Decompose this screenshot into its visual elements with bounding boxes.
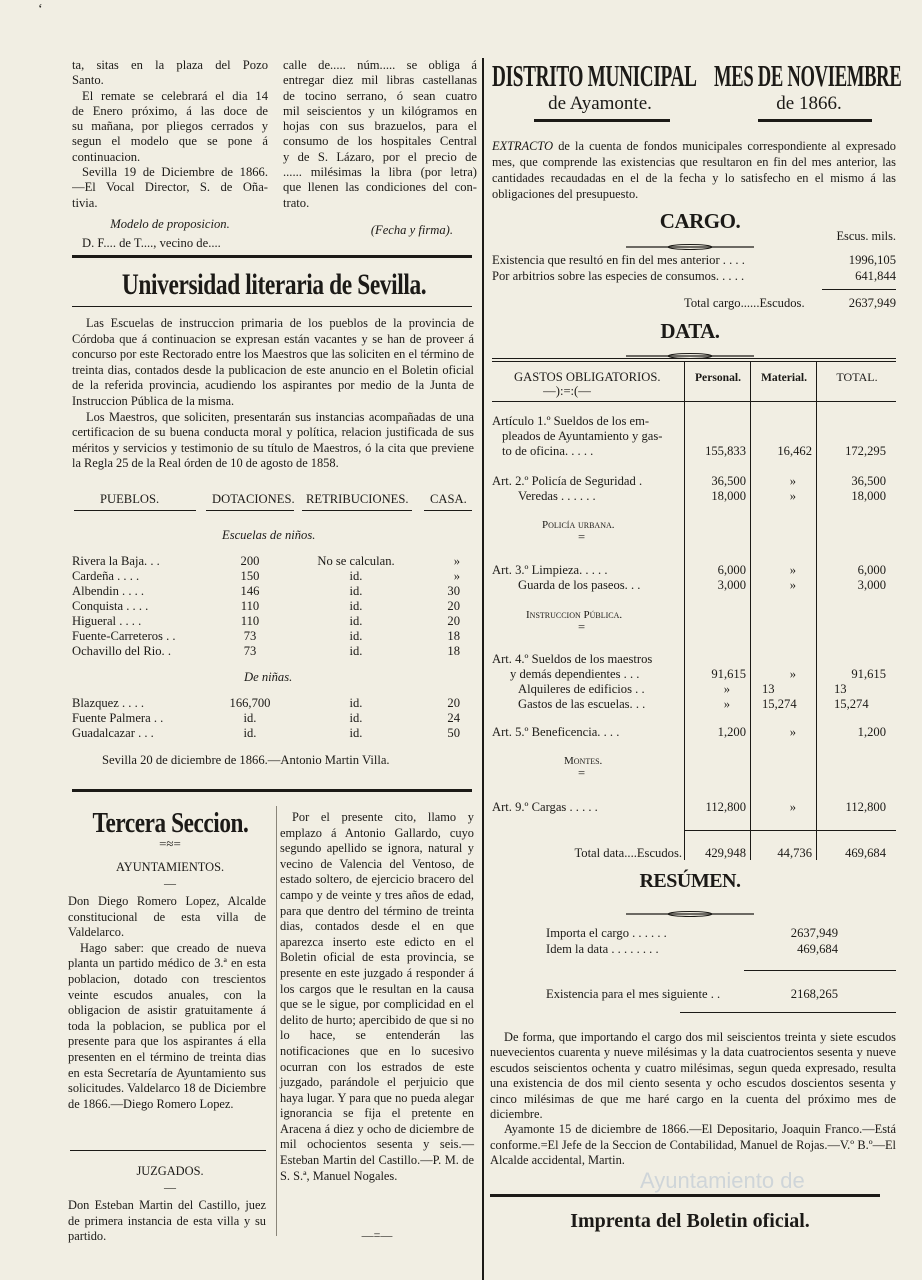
art9-label: Art. 9.º Cargas . . . . . bbox=[492, 800, 598, 814]
ninos-row-pueblo: Ochavillo del Rio. . bbox=[72, 644, 171, 658]
edicto-para: Por el presente cito, llamo y emplazo á Antonio Gallardo, cuyo segundo apellido se ignora, natural y vecino de Valencia del Ventoso, de estado soltero, de ejercicio bracero del campo y de veinte y tres años de edad, para que dentro del término de treinta dias, contados desde el en que aparezca inserto este edicto en el Boletin oficial de esta provincia, se presente en este juzgado á responder á los cargos que le resultan en la causa que se le sigue, por complicidad en el delito de hurto; apercibido de que si no lo hace, se entenderán las notificaciones que en lo sucesivo ocurran con los estrados de este juzgado, parándole el perjuicio que haya lugar. Y para que no pueda alegar ignorancia se fija el pretente en Aracena á diez y ocho de diciembre de mil ochocientos sesenta y seis.—Esteban Martin del Castillo.—P. M. de S. S.ª, Manuel Nogales. bbox=[280, 810, 474, 1183]
ayuntamientos-title: AYUNTAMIENTOS. bbox=[115, 860, 225, 874]
imprenta: Imprenta del Boletin oficial. bbox=[570, 1210, 810, 1232]
edicto-block bbox=[280, 810, 474, 1184]
text-line: de Enero próximo, á las doce de bbox=[72, 103, 268, 118]
col2-top-lines bbox=[283, 58, 477, 211]
art1-line: to de oficina. . . . . bbox=[502, 444, 594, 458]
text-line: de tocino serrano, ó sean cuatro bbox=[283, 88, 477, 103]
ninas-row-dotacion: id. bbox=[243, 726, 257, 740]
header-total: TOTAL. bbox=[836, 370, 878, 384]
header-rule bbox=[492, 401, 896, 402]
ninos-row-dotacion: 110 bbox=[240, 614, 260, 628]
value-personal: 6,000 bbox=[717, 563, 746, 577]
text-line: ta, sitas en la plaza del Pozo bbox=[72, 58, 268, 72]
ninos-row-casa: 18 bbox=[447, 644, 460, 658]
model-title: Modelo de proposicion. bbox=[110, 216, 230, 231]
ninos-row-dotacion: 200 bbox=[240, 554, 260, 568]
valdelarco-para: Hago saber: que creado de nueva planta un partido médico de 3.ª en esta poblacion, dotado con trescientos veinte escudos anuales, con la obligacion de asistir gratuitamente á toda la poblacion, se publica por el presente para que los aspirantes á ella presenten en el término de treinta dias en esta Secretaría de Ayuntamiento sus solicitudes. Valdelarco 18 de Diciembre de 1866.—Diego Romero Lopez. bbox=[68, 940, 266, 1111]
value-material: » bbox=[789, 563, 796, 577]
ninos-row-casa: 18 bbox=[447, 629, 460, 643]
header-personal: Personal. bbox=[694, 371, 742, 384]
ninas-row-retribucion: id. bbox=[349, 696, 363, 710]
value-total: 18,000 bbox=[851, 489, 886, 503]
cargo-title: CARGO. bbox=[659, 209, 741, 233]
section-rule bbox=[72, 255, 472, 258]
col-header-casa: CASA. bbox=[430, 492, 467, 506]
cargo-row-label: Existencia que resultó en fin del mes anterior . . . . bbox=[492, 253, 745, 267]
ninas-row-dotacion: 166,700 bbox=[229, 696, 271, 710]
ninos-row-dotacion: 150 bbox=[240, 569, 260, 583]
ninas-row-pueblo: Blazquez . . . . bbox=[72, 696, 145, 710]
table-vrule bbox=[684, 362, 685, 860]
sum-rule bbox=[744, 970, 896, 971]
universidad-para2: Los Maestros, que soliciten, presentarán sus instancias acompañadas de una certificacion de su buena conducta moral y política, relacion justificada de sus méritos y servicios y testimonio de su título de Maestros, ó la cita que previene la Regla 25 de la Real órden de 10 de agosto de 1858. bbox=[72, 409, 474, 471]
extracto-para bbox=[492, 138, 896, 202]
value-personal: 18,000 bbox=[711, 489, 746, 503]
ninos-row-retribucion: id. bbox=[349, 614, 363, 628]
art4-line: Art. 4.º Sueldos de los maestros bbox=[492, 652, 653, 666]
watermark-text: Ayuntamiento de bbox=[640, 1168, 805, 1193]
value-total: 172,295 bbox=[845, 444, 886, 458]
table-top-rule bbox=[492, 361, 896, 362]
text-line: calle de..... núm..... se obliga á bbox=[283, 58, 477, 72]
col-header-retribuciones: RETRIBUCIONES. bbox=[306, 492, 409, 506]
col-header-pueblos: PUEBLOS. bbox=[100, 492, 160, 506]
text-line: segun el modelo que se pone á bbox=[72, 134, 268, 149]
total-rule bbox=[750, 830, 816, 831]
value-personal: 155,833 bbox=[705, 444, 746, 458]
extracto-label: EXTRACTO bbox=[492, 139, 554, 153]
sum-rule bbox=[822, 289, 896, 290]
art4-row-label: Gastos de las escuelas. . . bbox=[518, 697, 646, 711]
ninos-row-pueblo: Higueral . . . . bbox=[72, 614, 142, 628]
ninos-row-dotacion: 146 bbox=[240, 584, 260, 598]
total-cargo-value: 2637,949 bbox=[848, 296, 896, 310]
cargo-ornament bbox=[626, 237, 754, 243]
ninos-row-retribucion: id. bbox=[349, 644, 363, 658]
value-personal: 91,615 bbox=[711, 667, 746, 681]
text-line: consumo de los hospitales Central bbox=[283, 134, 477, 149]
ninas-title: De niñas. bbox=[244, 670, 293, 684]
value-material: 15,274 bbox=[762, 697, 797, 711]
total-cargo-label: Total cargo......Escudos. bbox=[684, 296, 805, 310]
table-vrule bbox=[816, 362, 817, 860]
signature-note: (Fecha y firma). bbox=[370, 222, 453, 237]
ninos-row-pueblo: Conquista . . . . bbox=[72, 599, 149, 613]
tercera-title: Tercera Seccion. bbox=[92, 807, 248, 839]
header-underline bbox=[302, 510, 412, 511]
art4-row-label: Alquileres de edificios . . bbox=[518, 682, 645, 696]
art2-row-label: Veredas . . . . . . bbox=[518, 489, 596, 503]
text-line: tivia. bbox=[72, 195, 98, 210]
header-underline bbox=[206, 510, 294, 511]
ninos-row-pueblo: Cardeña . . . . bbox=[72, 569, 140, 583]
title-rule bbox=[534, 119, 670, 122]
ninas-row-retribucion: id. bbox=[349, 726, 363, 740]
distrito-sub-right: de 1866. bbox=[776, 93, 842, 114]
value-total: 1,200 bbox=[857, 725, 886, 739]
sum-rule bbox=[680, 1012, 896, 1013]
total-data-total: 469,684 bbox=[845, 846, 886, 860]
art2-row-label: Art. 2.º Policía de Seguridad . bbox=[492, 474, 643, 488]
text-line: continuacion. bbox=[72, 149, 141, 164]
ninas-row-dotacion: id. bbox=[243, 711, 257, 725]
instruccion-dash: = bbox=[578, 620, 586, 634]
ninos-row-pueblo: Fuente-Carreteros . . bbox=[72, 629, 176, 643]
text-line: que llenen las condiciones del con- bbox=[283, 180, 477, 195]
text-line: trato. bbox=[283, 195, 310, 210]
table-vrule bbox=[750, 362, 751, 860]
gastos-sub: —):=:(— bbox=[543, 384, 591, 398]
ninos-row-casa: » bbox=[453, 569, 460, 583]
text-line: y de S. Lázaro, por el precio de bbox=[283, 149, 477, 164]
data-table bbox=[492, 358, 896, 868]
ninos-row-casa: 20 bbox=[447, 599, 460, 613]
valdelarco-block bbox=[68, 894, 266, 1112]
juzgados-para: Don Esteban Martin del Castillo, juez de primera instancia de esta villa y su partido. bbox=[68, 1198, 266, 1244]
policia-title: Policía urbana. bbox=[542, 519, 615, 531]
final-block bbox=[490, 1030, 896, 1169]
col1-top-lines bbox=[72, 58, 268, 211]
value-total: 15,274 bbox=[834, 697, 869, 711]
ninas-row-casa: 50 bbox=[447, 726, 460, 740]
art3-row-label: Guarda de los paseos. . . bbox=[518, 578, 641, 592]
edicto-ornament: —=— bbox=[361, 1228, 393, 1242]
universidad-title: Universidad literaria de Sevilla. bbox=[121, 268, 427, 301]
ninos-row-pueblo: Albendin . . . . bbox=[72, 584, 145, 598]
final-sign: Ayamonte 15 de diciembre de 1866.—El Depositario, Joaquin Franco.—Está conforme.=El Jefe de la Seccion de Contabilidad, Manuel de Rojas.—V.º B.º—El Alcalde accidental, Martin. bbox=[490, 1122, 896, 1168]
total-data-label: Total data....Escudos. bbox=[574, 846, 682, 860]
art5-label: Art. 5.º Beneficencia. . . . bbox=[492, 725, 620, 739]
resumen-row-label: Importa el cargo . . . . . . bbox=[546, 926, 667, 940]
montes-dash: = bbox=[578, 766, 586, 780]
value-personal: 1,200 bbox=[717, 725, 746, 739]
ninos-row-retribucion: id. bbox=[349, 569, 363, 583]
juzgados-title: JUZGADOS. bbox=[136, 1164, 204, 1178]
resumen-title: RESÚMEN. bbox=[639, 870, 741, 892]
page-mark: ‘ bbox=[38, 2, 43, 17]
value-total: 36,500 bbox=[851, 474, 886, 488]
data-title: DATA. bbox=[660, 319, 720, 343]
value-material: » bbox=[789, 725, 796, 739]
resumen-ornament bbox=[626, 904, 754, 910]
universidad-footer: Sevilla 20 de diciembre de 1866.—Antonio Martin Villa. bbox=[102, 753, 390, 767]
ninas-row-pueblo: Guadalcazar . . . bbox=[72, 726, 154, 740]
valdelarco-head: Don Diego Romero Lopez, Alcalde constitucional de esta villa de Valdelarco. bbox=[68, 894, 266, 940]
value-material: » bbox=[789, 578, 796, 592]
value-personal: » bbox=[723, 697, 730, 711]
extracto-block bbox=[492, 138, 896, 202]
value-total: 91,615 bbox=[851, 667, 886, 681]
juzgados-block bbox=[68, 1198, 266, 1245]
data-ornament bbox=[626, 346, 754, 352]
ninos-row-retribucion: No se calculan. bbox=[317, 554, 395, 568]
policia-dash: = bbox=[578, 530, 586, 544]
value-material: 13 bbox=[762, 682, 775, 696]
text-line: Sevilla 19 de Diciembre de 1866. bbox=[82, 165, 268, 180]
total-data-personal: 429,948 bbox=[705, 846, 746, 860]
total-rule bbox=[816, 830, 896, 831]
existencia-label: Existencia para el mes siguiente . . bbox=[546, 987, 721, 1001]
value-personal: 3,000 bbox=[717, 578, 746, 592]
col1-top-text bbox=[72, 58, 268, 252]
text-line: hojas con sus brazuelos, para el bbox=[283, 119, 477, 134]
ninos-row-retribucion: id. bbox=[349, 584, 363, 598]
text-line: ...... milésimas la libra (por letra) bbox=[283, 165, 477, 180]
cargo-row-value: 641,844 bbox=[855, 269, 896, 283]
juzgados-dash: — bbox=[164, 1180, 176, 1194]
imprenta-rule bbox=[490, 1194, 880, 1197]
value-personal: 112,800 bbox=[705, 800, 746, 814]
text-line: su mañana, por pliegos cerrados y bbox=[72, 119, 268, 134]
cargo-escus: Escus. mils. bbox=[836, 229, 896, 243]
section-rule bbox=[72, 306, 472, 307]
value-total: 3,000 bbox=[857, 578, 886, 592]
column-divider bbox=[482, 58, 484, 1280]
ninas-row-casa: 24 bbox=[447, 711, 460, 725]
universidad-para1: Las Escuelas de instruccion primaria de los pueblos de la provincia de Córdoba que á continuacion se expresan están vacantes y se han de proveer á concurso por este Rectorado entre los Maestros que las soliciten en el término de treinta dias, contados desde la publicacion de este anuncio en el Boletin oficial de la referida provincia, acudiendo los aspirantes por medio de la Junta de Instruccion Pública de la misma. bbox=[72, 316, 474, 408]
montes-title: Montes. bbox=[564, 755, 603, 767]
title-rule bbox=[758, 119, 872, 122]
ayuntamientos-dash: — bbox=[164, 876, 176, 890]
value-personal: 36,500 bbox=[711, 474, 746, 488]
resumen-row-value: 2637,949 bbox=[790, 926, 838, 940]
escuelas-table bbox=[72, 492, 476, 777]
total-data-material: 44,736 bbox=[777, 846, 812, 860]
art3-row-label: Art. 3.º Limpieza. . . . . bbox=[492, 563, 608, 577]
value-material: » bbox=[789, 489, 796, 503]
table-top-rule bbox=[492, 358, 896, 359]
value-material: 16,462 bbox=[777, 444, 812, 458]
ninos-row-pueblo: Rivera la Baja. . . bbox=[72, 554, 160, 568]
col-header-dotaciones: DOTACIONES. bbox=[212, 492, 295, 506]
existencia-value: 2168,265 bbox=[790, 987, 838, 1001]
header-gastos: GASTOS OBLIGATORIOS. bbox=[514, 370, 661, 384]
instruccion-title: Instruccion Pública. bbox=[526, 609, 623, 621]
ninos-row-dotacion: 73 bbox=[243, 629, 257, 643]
ninos-row-dotacion: 73 bbox=[243, 644, 257, 658]
header-underline bbox=[74, 510, 196, 511]
resumen-row-label: Idem la data . . . . . . . . bbox=[546, 942, 659, 956]
distrito-sub-left: de Ayamonte. bbox=[548, 93, 652, 114]
model-line: D. F.... de T...., vecino de.... bbox=[82, 236, 221, 251]
text-line: El remate se celebrará el dia 14 bbox=[82, 88, 268, 103]
text-line: mil seiscientos y un kilógramos en bbox=[283, 103, 477, 118]
cargo-row-label: Por arbitrios sobre las especies de consumos. . . . . bbox=[492, 269, 745, 283]
value-total: 6,000 bbox=[857, 563, 886, 577]
cargo-row-value: 1996,105 bbox=[848, 253, 896, 267]
final-para: De forma, que importando el cargo dos mil seiscientos treinta y siete escudos nuevecientos cuarenta y nueve milésimas y la data cuatrocientos sesenta y nueve escudos seiscientos ochenta y cuatro milésimas, segun queda expresado, resulta una existencia de dos mil ciento sesenta y ocho escudos doscientos sesenta y cinco milésimas de que me haré cargo en la cuenta del próximo mes de diciembre. bbox=[490, 1030, 896, 1122]
ninos-row-retribucion: id. bbox=[349, 629, 363, 643]
value-material: » bbox=[789, 667, 796, 681]
ninos-row-casa: 20 bbox=[447, 614, 460, 628]
text-line: entregar diez mil libras castellanas bbox=[283, 73, 477, 88]
col2-top-text bbox=[283, 58, 477, 238]
ninos-row-casa: » bbox=[453, 554, 460, 568]
ninos-row-dotacion: 110 bbox=[240, 599, 260, 613]
ninos-title: Escuelas de niños. bbox=[222, 528, 316, 542]
resumen-row-value: 469,684 bbox=[797, 942, 838, 956]
header-material: Material. bbox=[760, 371, 808, 384]
total-rule bbox=[684, 830, 750, 831]
distrito-title-left: DISTRITO MUNICIPAL bbox=[492, 58, 697, 93]
ninas-row-pueblo: Fuente Palmera . . bbox=[72, 711, 164, 725]
value-material: » bbox=[789, 474, 796, 488]
ninas-row-casa: 20 bbox=[447, 696, 460, 710]
ninos-row-retribucion: id. bbox=[349, 599, 363, 613]
value-personal: » bbox=[723, 682, 730, 696]
distrito-title-right: MES DE NOVIEMBRE bbox=[714, 58, 902, 93]
universidad-body bbox=[72, 316, 474, 472]
text-line: —El Vocal Director, S. de Oña- bbox=[72, 180, 268, 195]
art1-line: Artículo 1.º Sueldos de los em- bbox=[492, 414, 650, 428]
ninas-row-retribucion: id. bbox=[349, 711, 363, 725]
art4-line: y demás dependientes . . . bbox=[510, 667, 640, 681]
column-divider-minor bbox=[276, 806, 277, 1236]
value-total: 112,800 bbox=[845, 800, 886, 814]
art1-line: pleados de Ayuntamiento y gas- bbox=[502, 429, 663, 443]
section-rule bbox=[72, 789, 472, 792]
value-material: » bbox=[789, 800, 796, 814]
section-rule bbox=[70, 1150, 266, 1151]
extracto-text: de la cuenta de fondos municipales correspondiente al expresado mes, que comprende las existencias que resultaron en fin del mes anterior, las cantidades recaudadas en el de la fecha y lo satisfecho en el mismo á las obligaciones del presupuesto. bbox=[492, 139, 896, 201]
text-line: Santo. bbox=[72, 73, 104, 88]
value-total: 13 bbox=[834, 682, 847, 696]
ninos-row-casa: 30 bbox=[447, 584, 460, 598]
tercera-ornament: =≈= bbox=[159, 836, 181, 851]
header-underline bbox=[424, 510, 472, 511]
